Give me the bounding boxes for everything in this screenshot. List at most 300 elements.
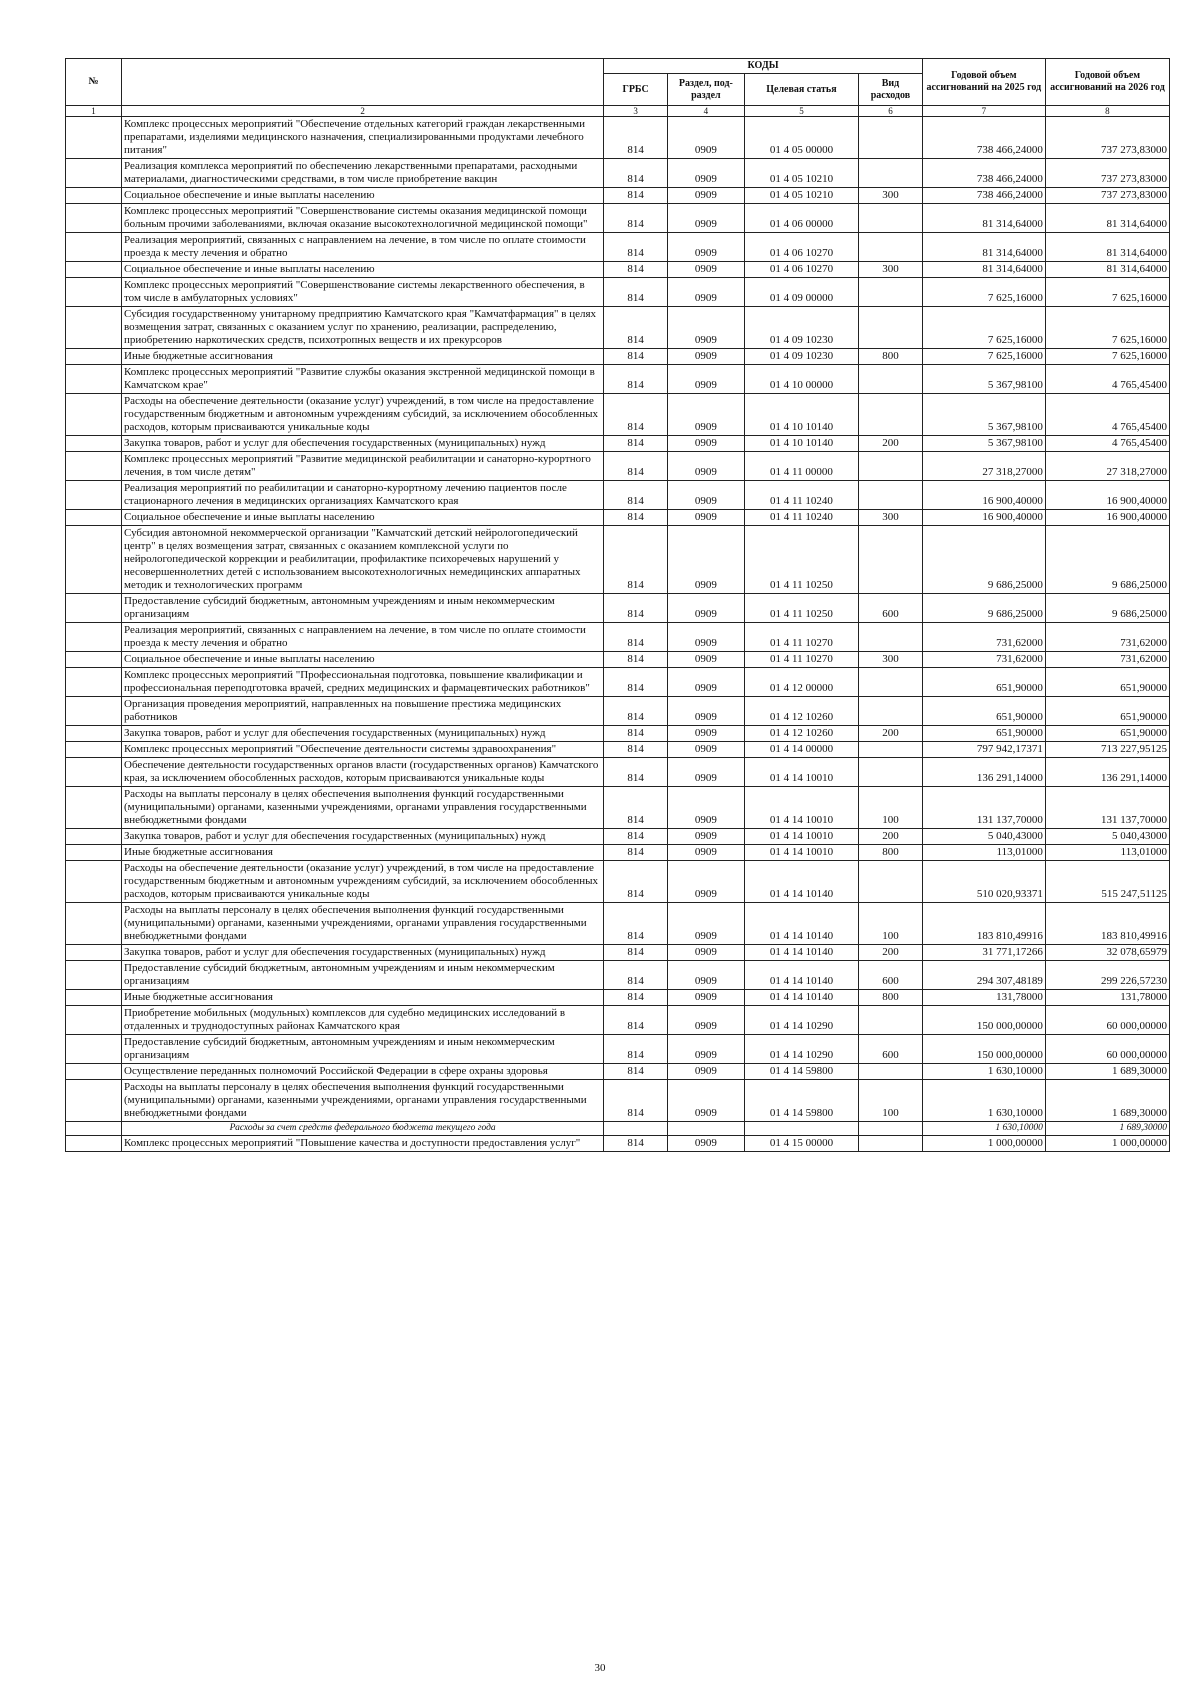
table-row [66,945,1170,961]
expense-type-cell [859,365,923,394]
header-volume-2026: Годовой объем ассигнований на 2026 год [1045,59,1169,106]
grbs-code-cell: 814 [604,758,668,787]
section-code-cell: 0909 [667,726,744,742]
row-name-cell: Расходы на обеспечение деятельности (оказание услуг) учреждений, в том числе на предоставление государственным бюджетным и автономным учреждениям субсидий, за исключением обособленных расходов, которым присваиваются уникальные коды [122,861,604,903]
amount-2026-cell: 32 078,65979 [1045,945,1169,961]
amount-2025-cell: 797 942,17371 [922,742,1045,758]
row-number-cell [66,787,122,829]
expense-type-cell: 800 [859,990,923,1006]
amount-2025-cell: 5 040,43000 [922,829,1045,845]
target-article-cell: 01 4 11 10250 [744,526,858,594]
amount-2026-cell: 27 318,27000 [1045,452,1169,481]
grbs-code-cell: 814 [604,829,668,845]
target-article-cell: 01 4 14 10140 [744,990,858,1006]
table-row [66,159,1170,188]
grbs-code-cell: 814 [604,1064,668,1080]
row-number-cell [66,1122,122,1136]
amount-2026-cell: 731,62000 [1045,652,1169,668]
expense-type-cell [859,481,923,510]
section-code-cell: 0909 [667,481,744,510]
target-article-cell: 01 4 12 10260 [744,726,858,742]
table-row [66,436,1170,452]
section-code-cell: 0909 [667,1035,744,1064]
row-name-cell: Социальное обеспечение и иные выплаты населению [122,188,604,204]
row-number-cell [66,1136,122,1152]
target-article-cell [744,1122,858,1136]
target-article-cell: 01 4 14 10140 [744,945,858,961]
row-name-cell: Закупка товаров, работ и услуг для обеспечения государственных (муниципальных) нужд [122,945,604,961]
header-target-article: Целевая статья [744,74,858,106]
row-name-cell: Расходы на обеспечение деятельности (оказание услуг) учреждений, в том числе на предоставление государственным бюджетным и автономным учреждениям субсидий, за исключением обособленных расходов, которым присваиваются уникальные коды [122,394,604,436]
target-article-cell: 01 4 14 10290 [744,1006,858,1035]
amount-2026-cell: 113,01000 [1045,845,1169,861]
table-row [66,233,1170,262]
amount-2026-cell: 183 810,49916 [1045,903,1169,945]
table-row [66,787,1170,829]
amount-2025-cell: 150 000,00000 [922,1035,1045,1064]
row-name-cell: Комплекс процессных мероприятий "Обеспечение отдельных категорий граждан лекарственными препаратами, изделиями медицинского назначения, специализированными продуктами лечебного питания" [122,117,604,159]
grbs-code-cell: 814 [604,117,668,159]
row-name-cell: Социальное обеспечение и иные выплаты населению [122,262,604,278]
amount-2025-cell: 1 000,00000 [922,1136,1045,1152]
grbs-code-cell: 814 [604,452,668,481]
amount-2026-cell: 60 000,00000 [1045,1035,1169,1064]
target-article-cell: 01 4 10 10140 [744,394,858,436]
row-name-cell: Предоставление субсидий бюджетным, автономным учреждениям и иным некоммерческим организациям [122,961,604,990]
amount-2026-cell: 16 900,40000 [1045,510,1169,526]
section-code-cell: 0909 [667,262,744,278]
expense-type-cell: 600 [859,1035,923,1064]
row-name-cell: Предоставление субсидий бюджетным, автономным учреждениям и иным некоммерческим организациям [122,594,604,623]
grbs-code-cell: 814 [604,204,668,233]
section-code-cell: 0909 [667,1064,744,1080]
grbs-code-cell: 814 [604,526,668,594]
amount-2025-cell: 731,62000 [922,623,1045,652]
grbs-code-cell: 814 [604,159,668,188]
grbs-code-cell: 814 [604,945,668,961]
section-code-cell: 0909 [667,861,744,903]
grbs-code-cell: 814 [604,233,668,262]
row-number-cell [66,742,122,758]
target-article-cell: 01 4 14 10010 [744,845,858,861]
section-code-cell: 0909 [667,365,744,394]
section-code-cell: 0909 [667,188,744,204]
grbs-code-cell: 814 [604,594,668,623]
row-name-cell: Комплекс процессных мероприятий "Повышение качества и доступности предоставления услуг" [122,1136,604,1152]
row-name-cell: Реализация мероприятий, связанных с направлением на лечение, в том числе по оплате стоимости проезда к месту лечения и обратно [122,623,604,652]
column-number: 3 [604,106,668,117]
grbs-code-cell: 814 [604,742,668,758]
row-number-cell [66,726,122,742]
grbs-code-cell: 814 [604,1136,668,1152]
expense-type-cell: 100 [859,1080,923,1122]
amount-2025-cell: 1 630,10000 [922,1064,1045,1080]
expense-type-cell [859,278,923,307]
row-name-cell: Расходы на выплаты персоналу в целях обеспечения выполнения функций государственными (муниципальными) органами, казенными учреждениями, органами управления государственными внебюджетными фондами [122,1080,604,1122]
column-number: 4 [667,106,744,117]
table-header [66,59,1170,117]
amount-2025-cell: 738 466,24000 [922,159,1045,188]
row-number-cell [66,481,122,510]
section-code-cell: 0909 [667,436,744,452]
row-number-cell [66,945,122,961]
amount-2025-cell: 1 630,10000 [922,1080,1045,1122]
table-row [66,526,1170,594]
amount-2025-cell: 7 625,16000 [922,278,1045,307]
row-name-cell: Комплекс процессных мероприятий "Развитие службы оказания экстренной медицинской помощи в Камчатском крае" [122,365,604,394]
section-code-cell: 0909 [667,1006,744,1035]
table-row [66,861,1170,903]
row-name-cell: Комплекс процессных мероприятий "Развитие медицинской реабилитации и санаторно-курортного лечения, в том числе детям" [122,452,604,481]
table-row [66,188,1170,204]
header-section: Раздел, под-раздел [667,74,744,106]
row-number-cell [66,594,122,623]
amount-2026-cell: 713 227,95125 [1045,742,1169,758]
row-number-cell [66,903,122,945]
amount-2026-cell: 737 273,83000 [1045,188,1169,204]
amount-2025-cell: 738 466,24000 [922,188,1045,204]
expense-type-cell: 300 [859,652,923,668]
grbs-code-cell: 814 [604,1080,668,1122]
section-code-cell: 0909 [667,526,744,594]
grbs-code-cell: 814 [604,349,668,365]
grbs-code-cell: 814 [604,365,668,394]
table-row [66,307,1170,349]
section-code-cell: 0909 [667,510,744,526]
expense-type-cell: 200 [859,726,923,742]
section-code-cell: 0909 [667,307,744,349]
amount-2025-cell: 5 367,98100 [922,436,1045,452]
row-name-cell: Иные бюджетные ассигнования [122,990,604,1006]
expense-type-cell: 800 [859,845,923,861]
header-number: № [66,59,122,106]
budget-table [65,58,1170,1152]
section-code-cell [667,1122,744,1136]
amount-2025-cell: 9 686,25000 [922,594,1045,623]
amount-2026-cell: 731,62000 [1045,623,1169,652]
amount-2026-cell: 136 291,14000 [1045,758,1169,787]
expense-type-cell: 800 [859,349,923,365]
amount-2026-cell: 81 314,64000 [1045,204,1169,233]
header-grbs: ГРБС [604,74,668,106]
grbs-code-cell: 814 [604,903,668,945]
grbs-code-cell: 814 [604,188,668,204]
section-code-cell: 0909 [667,945,744,961]
row-number-cell [66,159,122,188]
grbs-code-cell: 814 [604,436,668,452]
table-row [66,1080,1170,1122]
amount-2025-cell: 9 686,25000 [922,526,1045,594]
section-code-cell: 0909 [667,204,744,233]
grbs-code-cell: 814 [604,1035,668,1064]
row-number-cell [66,436,122,452]
target-article-cell: 01 4 09 10230 [744,307,858,349]
target-article-cell: 01 4 05 10210 [744,188,858,204]
amount-2026-cell: 4 765,45400 [1045,394,1169,436]
row-number-cell [66,510,122,526]
column-number: 5 [744,106,858,117]
row-name-cell: Расходы на выплаты персоналу в целях обеспечения выполнения функций государственными (муниципальными) органами, казенными учреждениями, органами управления государственными внебюджетными фондами [122,903,604,945]
section-code-cell: 0909 [667,990,744,1006]
amount-2025-cell: 150 000,00000 [922,1006,1045,1035]
grbs-code-cell: 814 [604,787,668,829]
amount-2025-cell: 651,90000 [922,697,1045,726]
row-name-cell: Осуществление переданных полномочий Российской Федерации в сфере охраны здоровья [122,1064,604,1080]
table-row [66,204,1170,233]
section-code-cell: 0909 [667,697,744,726]
table-row [66,594,1170,623]
table-row [66,349,1170,365]
amount-2026-cell: 299 226,57230 [1045,961,1169,990]
amount-2026-cell: 81 314,64000 [1045,262,1169,278]
target-article-cell: 01 4 11 10240 [744,510,858,526]
row-name-cell: Комплекс процессных мероприятий "Профессиональная подготовка, повышение квалификации и профессиональная переподготовка врачей, средних медицинских и фармацевтических работников" [122,668,604,697]
section-code-cell: 0909 [667,903,744,945]
target-article-cell: 01 4 09 00000 [744,278,858,307]
amount-2025-cell: 81 314,64000 [922,233,1045,262]
table-row [66,742,1170,758]
amount-2026-cell: 515 247,51125 [1045,861,1169,903]
grbs-code-cell: 814 [604,668,668,697]
target-article-cell: 01 4 11 10270 [744,623,858,652]
row-number-cell [66,233,122,262]
section-code-cell: 0909 [667,742,744,758]
amount-2025-cell: 738 466,24000 [922,117,1045,159]
section-code-cell: 0909 [667,394,744,436]
column-number: 8 [1045,106,1169,117]
row-number-cell [66,758,122,787]
section-code-cell: 0909 [667,652,744,668]
amount-2025-cell: 16 900,40000 [922,510,1045,526]
expense-type-cell [859,861,923,903]
table-row [66,510,1170,526]
table-row [66,1136,1170,1152]
amount-2026-cell: 131 137,70000 [1045,787,1169,829]
amount-2025-cell: 7 625,16000 [922,307,1045,349]
row-name-cell: Реализация мероприятий по реабилитации и санаторно-курортному лечению пациентов после стационарного лечения в медицинских организациях Камчатского края [122,481,604,510]
target-article-cell: 01 4 14 10140 [744,861,858,903]
row-number-cell [66,861,122,903]
row-name-cell: Субсидия автономной некоммерческой организации "Камчатский детский нейрологопедический центр" в целях возмещения затрат, связанных с оказанием комплексной услуги по нейрологопедической коррекции и реабилитации, профилактике психоречевых нарушений у несовершеннолетних детей с использованием высокотехнологичных немедицинских аппаратных методик и технологических программ [122,526,604,594]
amount-2025-cell: 5 367,98100 [922,365,1045,394]
table-row [66,961,1170,990]
header-volume-2025: Годовой объем ассигнований на 2025 год [922,59,1045,106]
expense-type-cell [859,204,923,233]
amount-2026-cell: 9 686,25000 [1045,594,1169,623]
table-row [66,623,1170,652]
amount-2025-cell: 7 625,16000 [922,349,1045,365]
expense-type-cell [859,1064,923,1080]
amount-2025-cell: 294 307,48189 [922,961,1045,990]
row-number-cell [66,394,122,436]
row-name-cell: Социальное обеспечение и иные выплаты населению [122,652,604,668]
section-code-cell: 0909 [667,349,744,365]
table-row [66,1035,1170,1064]
target-article-cell: 01 4 11 10270 [744,652,858,668]
expense-type-cell [859,697,923,726]
grbs-code-cell: 814 [604,990,668,1006]
row-name-cell: Комплекс процессных мероприятий "Совершенствование системы лекарственного обеспечения, в том числе в амбулаторных условиях" [122,278,604,307]
row-number-cell [66,697,122,726]
amount-2025-cell: 1 630,10000 [922,1122,1045,1136]
amount-2026-cell: 651,90000 [1045,726,1169,742]
target-article-cell: 01 4 14 00000 [744,742,858,758]
row-name-cell: Расходы на выплаты персоналу в целях обеспечения выполнения функций государственными (муниципальными) органами, казенными учреждениями, органами управления государственными внебюджетными фондами [122,787,604,829]
grbs-code-cell: 814 [604,278,668,307]
grbs-code-cell: 814 [604,726,668,742]
budget-sheet [65,58,1170,1152]
target-article-cell: 01 4 06 00000 [744,204,858,233]
amount-2026-cell: 16 900,40000 [1045,481,1169,510]
row-name-cell: Иные бюджетные ассигнования [122,845,604,861]
section-code-cell: 0909 [667,452,744,481]
target-article-cell: 01 4 12 10260 [744,697,858,726]
section-code-cell: 0909 [667,845,744,861]
row-number-cell [66,1064,122,1080]
section-code-cell: 0909 [667,758,744,787]
expense-type-cell: 100 [859,787,923,829]
row-name-cell: Социальное обеспечение и иные выплаты населению [122,510,604,526]
column-number: 1 [66,106,122,117]
amount-2025-cell: 16 900,40000 [922,481,1045,510]
row-number-cell [66,278,122,307]
expense-type-cell [859,1136,923,1152]
target-article-cell: 01 4 06 10270 [744,233,858,262]
grbs-code-cell: 814 [604,652,668,668]
row-number-cell [66,307,122,349]
row-name-cell: Комплекс процессных мероприятий "Совершенствование системы оказания медицинской помощи больным прочими заболеваниями, включая оказание высокотехнологичной медицинской помощи" [122,204,604,233]
grbs-code-cell: 814 [604,481,668,510]
table-row [66,262,1170,278]
row-number-cell [66,262,122,278]
page-number: 30 [594,1662,606,1674]
amount-2025-cell: 136 291,14000 [922,758,1045,787]
section-code-cell: 0909 [667,159,744,188]
row-name-cell: Закупка товаров, работ и услуг для обеспечения государственных (муниципальных) нужд [122,726,604,742]
target-article-cell: 01 4 14 10290 [744,1035,858,1064]
section-code-cell: 0909 [667,594,744,623]
table-row [66,365,1170,394]
expense-type-cell: 200 [859,436,923,452]
grbs-code-cell: 814 [604,623,668,652]
grbs-code-cell: 814 [604,861,668,903]
expense-type-cell: 200 [859,945,923,961]
table-body [66,117,1170,1152]
table-row [66,845,1170,861]
amount-2025-cell: 81 314,64000 [922,262,1045,278]
table-row [66,652,1170,668]
row-number-cell [66,1006,122,1035]
expense-type-cell [859,623,923,652]
amount-2025-cell: 131,78000 [922,990,1045,1006]
grbs-code-cell: 814 [604,307,668,349]
row-number-cell [66,990,122,1006]
row-name-cell: Реализация комплекса мероприятий по обеспечению лекарственными препаратами, расходными материалами, диагностическими средствами, в том числе приобретение вакцин [122,159,604,188]
expense-type-cell [859,233,923,262]
target-article-cell: 01 4 10 00000 [744,365,858,394]
header-name [122,59,604,106]
amount-2026-cell: 7 625,16000 [1045,349,1169,365]
amount-2025-cell: 27 318,27000 [922,452,1045,481]
amount-2025-cell: 81 314,64000 [922,204,1045,233]
amount-2025-cell: 651,90000 [922,668,1045,697]
grbs-code-cell: 814 [604,394,668,436]
row-number-cell [66,349,122,365]
amount-2026-cell: 737 273,83000 [1045,159,1169,188]
row-number-cell [66,961,122,990]
amount-2026-cell: 1 689,30000 [1045,1122,1169,1136]
grbs-code-cell: 814 [604,697,668,726]
amount-2026-cell: 60 000,00000 [1045,1006,1169,1035]
target-article-cell: 01 4 14 10010 [744,787,858,829]
expense-type-cell [859,668,923,697]
section-code-cell: 0909 [667,1080,744,1122]
grbs-code-cell: 814 [604,845,668,861]
target-article-cell: 01 4 05 10210 [744,159,858,188]
table-row [66,1006,1170,1035]
section-code-cell: 0909 [667,829,744,845]
expense-type-cell [859,159,923,188]
expense-type-cell [859,526,923,594]
section-code-cell: 0909 [667,623,744,652]
amount-2026-cell: 131,78000 [1045,990,1169,1006]
table-row [66,668,1170,697]
section-code-cell: 0909 [667,668,744,697]
expense-type-cell: 600 [859,961,923,990]
section-code-cell: 0909 [667,1136,744,1152]
target-article-cell: 01 4 14 10140 [744,961,858,990]
row-name-cell: Организация проведения мероприятий, направленных на повышение престижа медицинских работников [122,697,604,726]
amount-2026-cell: 1 689,30000 [1045,1064,1169,1080]
target-article-cell: 01 4 11 10240 [744,481,858,510]
row-name-cell: Комплекс процессных мероприятий "Обеспечение деятельности системы здравоохранения" [122,742,604,758]
target-article-cell: 01 4 12 00000 [744,668,858,697]
table-row [66,394,1170,436]
amount-2026-cell: 9 686,25000 [1045,526,1169,594]
target-article-cell: 01 4 15 00000 [744,1136,858,1152]
target-article-cell: 01 4 14 10010 [744,829,858,845]
column-number: 7 [922,106,1045,117]
table-row [66,990,1170,1006]
column-number: 2 [122,106,604,117]
grbs-code-cell: 814 [604,961,668,990]
row-name-cell: Предоставление субсидий бюджетным, автономным учреждениям и иным некоммерческим организациям [122,1035,604,1064]
expense-type-cell: 300 [859,188,923,204]
amount-2026-cell: 651,90000 [1045,668,1169,697]
expense-type-cell [859,742,923,758]
amount-2025-cell: 31 771,17266 [922,945,1045,961]
grbs-code-cell: 814 [604,510,668,526]
row-name-cell: Субсидия государственному унитарному предприятию Камчатского края "Камчатфармация" в целях возмещения затрат, связанных с оказанием услуг по хранению, реализации, распределению, приобретению наркотических средств, психотропных веществ и их прекурсоров [122,307,604,349]
target-article-cell: 01 4 06 10270 [744,262,858,278]
table-row [66,452,1170,481]
target-article-cell: 01 4 14 10010 [744,758,858,787]
expense-type-cell: 300 [859,510,923,526]
table-row [66,1064,1170,1080]
amount-2025-cell: 510 020,93371 [922,861,1045,903]
section-code-cell: 0909 [667,233,744,262]
section-code-cell: 0909 [667,961,744,990]
amount-2025-cell: 131 137,70000 [922,787,1045,829]
header-codes-group: КОДЫ [604,59,923,74]
table-row [66,278,1170,307]
row-name-cell: Закупка товаров, работ и услуг для обеспечения государственных (муниципальных) нужд [122,829,604,845]
row-number-cell [66,204,122,233]
table-row [66,726,1170,742]
column-number: 6 [859,106,923,117]
amount-2026-cell: 1 689,30000 [1045,1080,1169,1122]
table-row [66,903,1170,945]
